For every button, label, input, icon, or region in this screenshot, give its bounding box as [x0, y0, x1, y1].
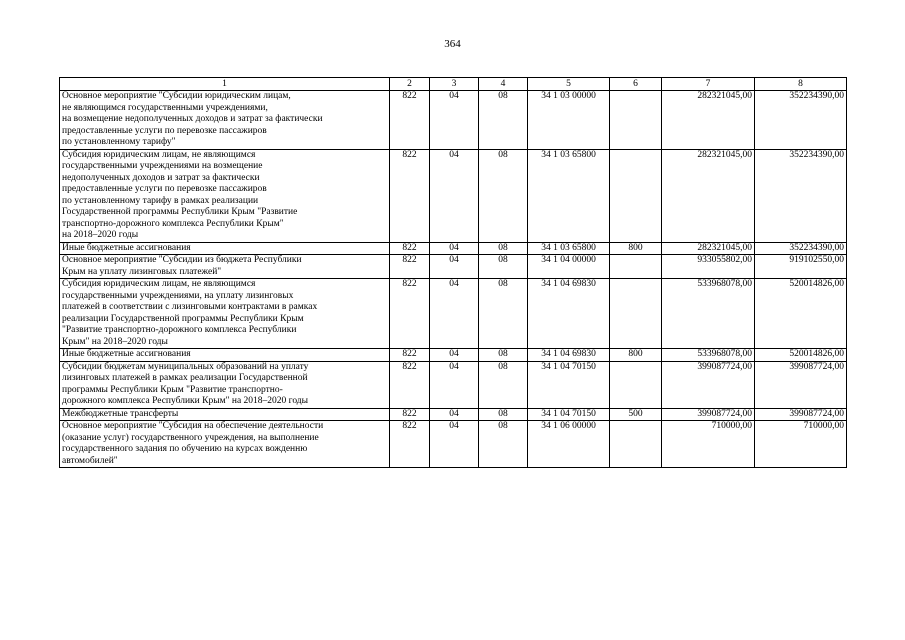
- subsection-code: 08: [479, 279, 528, 349]
- target-article-code: 34 1 04 70150: [528, 361, 610, 408]
- amount-col-7: 399087724,00: [662, 361, 755, 408]
- amount-col-7: 282321045,00: [662, 242, 755, 255]
- header-col-2: 2: [390, 78, 430, 91]
- table-row: [60, 149, 847, 242]
- amount-col-8: 919102550,00: [755, 255, 847, 279]
- table-row: [60, 349, 847, 362]
- subsection-code: 08: [479, 91, 528, 150]
- expense-type-code: [610, 91, 662, 150]
- table-row: [60, 91, 847, 150]
- target-article-code: 34 1 06 00000: [528, 421, 610, 468]
- item-name: Субсидия юридическим лицам, не являющимся государственными учреждениями на возмещение недополученных доходов и затрат за фактически предоставленные услуги по перевозке пассажиров по установленному тарифу в рамках реализации Государственной программы Республики Крым "Развитие транспортно-дорожного комплекса Республики Крым" на 2018–2020 годы: [60, 149, 390, 242]
- item-name: Основное мероприятие "Субсидии юридическим лицам, не являющимся государственными учреждениями, на возмещение недополученных доходов и затрат за фактически предоставленные услуги по перевозке пассажиров по установленному тарифу": [60, 91, 390, 150]
- budget-table: [59, 77, 847, 468]
- expense-type-code: 800: [610, 242, 662, 255]
- expense-type-code: 800: [610, 349, 662, 362]
- header-col-4: 4: [479, 78, 528, 91]
- header-col-8: 8: [755, 78, 847, 91]
- section-code: 04: [430, 408, 479, 421]
- section-code: 04: [430, 91, 479, 150]
- header-col-3: 3: [430, 78, 479, 91]
- target-article-code: 34 1 04 70150: [528, 408, 610, 421]
- subsection-code: 08: [479, 242, 528, 255]
- ministry-code: 822: [390, 149, 430, 242]
- table-row: [60, 255, 847, 279]
- ministry-code: 822: [390, 242, 430, 255]
- item-name: Субсидия юридическим лицам, не являющимся государственными учреждениями, на уплату лизинговых платежей в соответствии с лизинговыми контрактами в рамках реализации Государственной программы Республики Крым "Развитие транспортно-дорожного комплекса Республики Крым" на 2018–2020 годы: [60, 279, 390, 349]
- ministry-code: 822: [390, 408, 430, 421]
- table-row: [60, 279, 847, 349]
- item-name: Иные бюджетные ассигнования: [60, 349, 390, 362]
- amount-col-7: 399087724,00: [662, 408, 755, 421]
- section-code: 04: [430, 349, 479, 362]
- expense-type-code: [610, 255, 662, 279]
- table-row: [60, 408, 847, 421]
- subsection-code: 08: [479, 421, 528, 468]
- subsection-code: 08: [479, 408, 528, 421]
- subsection-code: 08: [479, 361, 528, 408]
- expense-type-code: [610, 421, 662, 468]
- header-col-6: 6: [610, 78, 662, 91]
- subsection-code: 08: [479, 255, 528, 279]
- target-article-code: 34 1 04 69830: [528, 349, 610, 362]
- amount-col-7: 533968078,00: [662, 279, 755, 349]
- amount-col-8: 352234390,00: [755, 242, 847, 255]
- amount-col-7: 282321045,00: [662, 91, 755, 150]
- header-col-5: 5: [528, 78, 610, 91]
- amount-col-7: 533968078,00: [662, 349, 755, 362]
- ministry-code: 822: [390, 349, 430, 362]
- amount-col-7: 933055802,00: [662, 255, 755, 279]
- target-article-code: 34 1 03 65800: [528, 149, 610, 242]
- expense-type-code: [610, 149, 662, 242]
- header-col-7: 7: [662, 78, 755, 91]
- amount-col-8: 352234390,00: [755, 149, 847, 242]
- subsection-code: 08: [479, 149, 528, 242]
- item-name: Межбюджетные трансферты: [60, 408, 390, 421]
- subsection-code: 08: [479, 349, 528, 362]
- expense-type-code: 500: [610, 408, 662, 421]
- section-code: 04: [430, 361, 479, 408]
- ministry-code: 822: [390, 255, 430, 279]
- item-name: Субсидии бюджетам муниципальных образований на уплату лизинговых платежей в рамках реализации Государственной программы Республики Крым "Развитие транспортно- дорожного комплекса Республики Крым" на 2018–2020 годы: [60, 361, 390, 408]
- item-name: Основное мероприятие "Субсидия на обеспечение деятельности (оказание услуг) государственного учреждения, на выполнение государственного задания по обучению на курсах вожденню автомобилей": [60, 421, 390, 468]
- table-row: [60, 361, 847, 408]
- ministry-code: 822: [390, 421, 430, 468]
- ministry-code: 822: [390, 91, 430, 150]
- ministry-code: 822: [390, 361, 430, 408]
- amount-col-7: 710000,00: [662, 421, 755, 468]
- amount-col-8: 399087724,00: [755, 361, 847, 408]
- expense-type-code: [610, 361, 662, 408]
- page-number: 364: [444, 38, 461, 50]
- amount-col-7: 282321045,00: [662, 149, 755, 242]
- target-article-code: 34 1 04 69830: [528, 279, 610, 349]
- section-code: 04: [430, 255, 479, 279]
- amount-col-8: 520014826,00: [755, 279, 847, 349]
- section-code: 04: [430, 242, 479, 255]
- item-name: Основное мероприятие "Субсидии из бюджета Республики Крым на уплату лизинговых платежей": [60, 255, 390, 279]
- expense-type-code: [610, 279, 662, 349]
- amount-col-8: 520014826,00: [755, 349, 847, 362]
- target-article-code: 34 1 03 65800: [528, 242, 610, 255]
- table-row: [60, 242, 847, 255]
- section-code: 04: [430, 149, 479, 242]
- amount-col-8: 710000,00: [755, 421, 847, 468]
- header-row: [60, 78, 847, 91]
- target-article-code: 34 1 04 00000: [528, 255, 610, 279]
- table-row: [60, 421, 847, 468]
- amount-col-8: 399087724,00: [755, 408, 847, 421]
- section-code: 04: [430, 421, 479, 468]
- amount-col-8: 352234390,00: [755, 91, 847, 150]
- item-name: Иные бюджетные ассигнования: [60, 242, 390, 255]
- header-col-1: 1: [60, 78, 390, 91]
- section-code: 04: [430, 279, 479, 349]
- target-article-code: 34 1 03 00000: [528, 91, 610, 150]
- ministry-code: 822: [390, 279, 430, 349]
